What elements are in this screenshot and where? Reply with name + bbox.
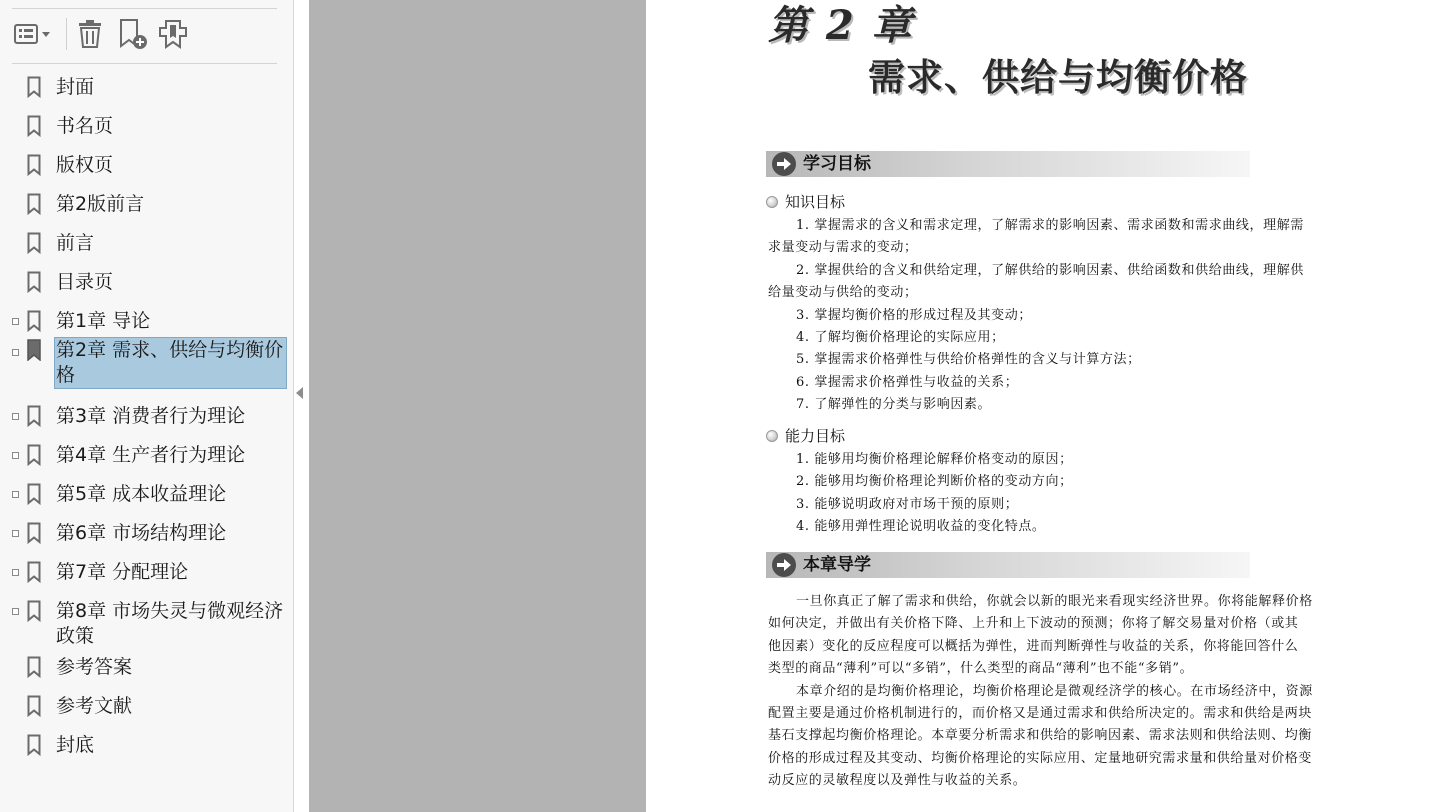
- add-bookmark-icon: [117, 18, 149, 50]
- bookmark-item[interactable]: [0, 263, 293, 302]
- bookmarks-panel: [0, 0, 294, 812]
- bookmark-label: 第6章 市场结构理论: [56, 522, 227, 544]
- bookmark-label: 第1章 导论: [56, 310, 151, 332]
- text-line: 5. 掌握需求价格弹性与供给价格弹性的含义与计算方法；: [796, 352, 1141, 368]
- bookmark-label: 第2章 需求、供给与均衡价格: [55, 338, 286, 388]
- bookmark-item[interactable]: [0, 341, 293, 397]
- expand-toggle-icon[interactable]: [12, 569, 19, 576]
- text-line: 给量变动与供给的变动；: [768, 285, 918, 301]
- bookmark-label: 第3章 消费者行为理论: [56, 405, 246, 427]
- delete-bookmark-button[interactable]: [76, 18, 104, 50]
- bookmark-item[interactable]: [0, 726, 293, 765]
- expand-toggle-icon[interactable]: [12, 413, 19, 420]
- bookmark-icon: [27, 405, 41, 427]
- text-line: 2. 能够用均衡价格理论判断价格的变动方向；: [796, 474, 1073, 490]
- bookmark-item[interactable]: [0, 648, 293, 687]
- bookmark-label: 第7章 分配理论: [56, 561, 189, 583]
- bookmark-item[interactable]: [0, 436, 293, 475]
- top-divider: [12, 8, 277, 9]
- text-line: 本章介绍的是均衡价格理论，均衡价格理论是微观经济学的核心。在市场经济中，资源: [796, 683, 1313, 699]
- bookmark-item[interactable]: [0, 107, 293, 146]
- bookmark-label: 第5章 成本收益理论: [56, 483, 227, 505]
- bookmark-label: 封底: [56, 734, 95, 756]
- bookmark-label: 目录页: [56, 271, 114, 293]
- text-line: 动反应的灵敏程度以及弹性与收益的关系。: [768, 773, 1027, 789]
- text-line: 7. 了解弹性的分类与影响因素。: [796, 397, 992, 413]
- bookmark-icon: [27, 695, 41, 717]
- bullet-icon: [766, 196, 778, 208]
- bookmark-label: 参考答案: [56, 656, 133, 678]
- arrow-circle-icon: [772, 152, 796, 176]
- bookmark-icon: [27, 600, 41, 622]
- bookmark-item[interactable]: [0, 397, 293, 436]
- text-line: 1. 掌握需求的含义和需求定理，了解需求的影响因素、需求函数和需求曲线，理解需: [796, 218, 1304, 233]
- trash-icon: [77, 19, 103, 49]
- workspace-background: [309, 0, 646, 812]
- text-line: 一旦你真正了解了需求和供给，你就会以新的眼光来看现实经济世界。你将能解释价格: [796, 594, 1313, 609]
- text-line: 基石支撑起均衡价格理论。本章要分析需求和供给的影响因素、需求法则和供给法则、均衡: [768, 728, 1313, 744]
- bookmark-icon: [27, 193, 41, 215]
- bookmark-item[interactable]: [0, 224, 293, 263]
- arrow-circle-icon: [772, 553, 796, 577]
- bookmark-icon: [27, 656, 41, 678]
- bookmark-label: 书名页: [56, 115, 114, 137]
- bookmark-label: 版权页: [56, 154, 114, 176]
- bookmark-item[interactable]: [0, 185, 293, 224]
- bookmark-icon: [27, 115, 41, 137]
- text-line: 他因素）变化的反应程度可以概括为弹性，进而判断弹性与收益的关系，你将能回答什么: [768, 638, 1299, 654]
- bookmark-icon: [27, 76, 41, 98]
- chapter-number: 第 2 章: [768, 2, 914, 49]
- bookmark-icon: [27, 154, 41, 176]
- bookmark-item[interactable]: [0, 514, 293, 553]
- bookmark-icon: [27, 271, 41, 293]
- section-title: 学习目标: [803, 154, 871, 174]
- text-line: 求量变动与需求的变动；: [768, 240, 918, 256]
- bookmark-label: 封面: [56, 76, 95, 98]
- section-header-guide: [766, 552, 1250, 578]
- bookmark-icon: [27, 444, 41, 466]
- toolbar-separator: [66, 18, 67, 50]
- text-line: 2. 掌握供给的含义和供给定理，了解供给的影响因素、供给函数和供给曲线，理解供: [796, 262, 1304, 278]
- bookmark-icon: [27, 561, 41, 583]
- text-line: 类型的商品“薄利”可以“多销”，什么类型的商品“薄利”也不能“多销”。: [768, 661, 1194, 677]
- expand-toggle-icon[interactable]: [12, 491, 19, 498]
- bookmark-icon: [27, 232, 41, 254]
- list-options-icon: [14, 22, 54, 46]
- bookmark-label: 前言: [56, 232, 95, 254]
- ability-heading: 能力目标: [766, 426, 845, 446]
- bookmark-item[interactable]: [0, 553, 293, 592]
- bookmark-label: 第2版前言: [56, 193, 145, 215]
- bookmark-item[interactable]: [0, 687, 293, 726]
- document-page: [646, 0, 1450, 812]
- bookmark-label: 参考文献: [56, 695, 133, 717]
- text-line: 价格的形成过程及其变动、均衡价格理论的实际应用、定量地研究需求量和供给量对价格变: [768, 750, 1313, 766]
- bookmark-list: [0, 68, 293, 765]
- bookmark-icon: [27, 310, 41, 332]
- expand-toggle-icon[interactable]: [12, 452, 19, 459]
- bookmark-item[interactable]: [0, 302, 293, 341]
- bookmark-icon: [27, 339, 41, 361]
- bookmark-label: 第4章 生产者行为理论: [56, 444, 246, 466]
- toolbar-divider: [12, 63, 277, 64]
- bookmark-icon: [27, 522, 41, 544]
- text-line: 1. 能够用均衡价格理论解释价格变动的原因；: [796, 452, 1073, 467]
- bullet-icon: [766, 430, 778, 442]
- section-title: 本章导学: [803, 555, 871, 575]
- bookmark-icon: [27, 734, 41, 756]
- bookmark-label: 第8章 市场失灵与微观经济政策: [56, 600, 284, 647]
- text-line: 6. 掌握需求价格弹性与收益的关系；: [796, 374, 1019, 390]
- bookmark-icon: [27, 483, 41, 505]
- expand-toggle-icon[interactable]: [12, 608, 19, 615]
- knowledge-heading: 知识目标: [766, 192, 845, 212]
- find-bookmark-button[interactable]: [156, 18, 190, 50]
- text-line: 配置主要是通过价格机制进行的，而价格又是通过需求和供给所决定的。需求和供给是两块: [768, 706, 1313, 721]
- text-line: 3. 掌握均衡价格的形成过程及其变动；: [796, 307, 1032, 323]
- expand-toggle-icon[interactable]: [12, 530, 19, 537]
- section-header-objectives: [766, 151, 1250, 177]
- text-line: 3. 能够说明政府对市场干预的原则；: [796, 496, 1019, 512]
- bookmark-item[interactable]: [0, 592, 293, 648]
- bookmark-item[interactable]: [0, 146, 293, 185]
- bookmark-item[interactable]: [0, 68, 293, 107]
- text-line: 如何决定，并做出有关价格下降、上升和上下波动的预测；你将了解交易量对价格（或其: [768, 616, 1299, 632]
- text-line: 4. 了解均衡价格理论的实际应用；: [796, 330, 1005, 345]
- expand-toggle-icon[interactable]: [12, 349, 19, 356]
- collapse-panel-icon[interactable]: [296, 387, 303, 399]
- chapter-title: 需求、供给与均衡价格: [868, 56, 1248, 99]
- options-button[interactable]: [14, 18, 54, 50]
- add-bookmark-button[interactable]: [116, 18, 150, 50]
- find-bookmark-icon: [157, 18, 189, 50]
- text-line: 4. 能够用弹性理论说明收益的变化特点。: [796, 519, 1046, 535]
- bookmark-item[interactable]: [0, 475, 293, 514]
- expand-toggle-icon[interactable]: [12, 318, 19, 325]
